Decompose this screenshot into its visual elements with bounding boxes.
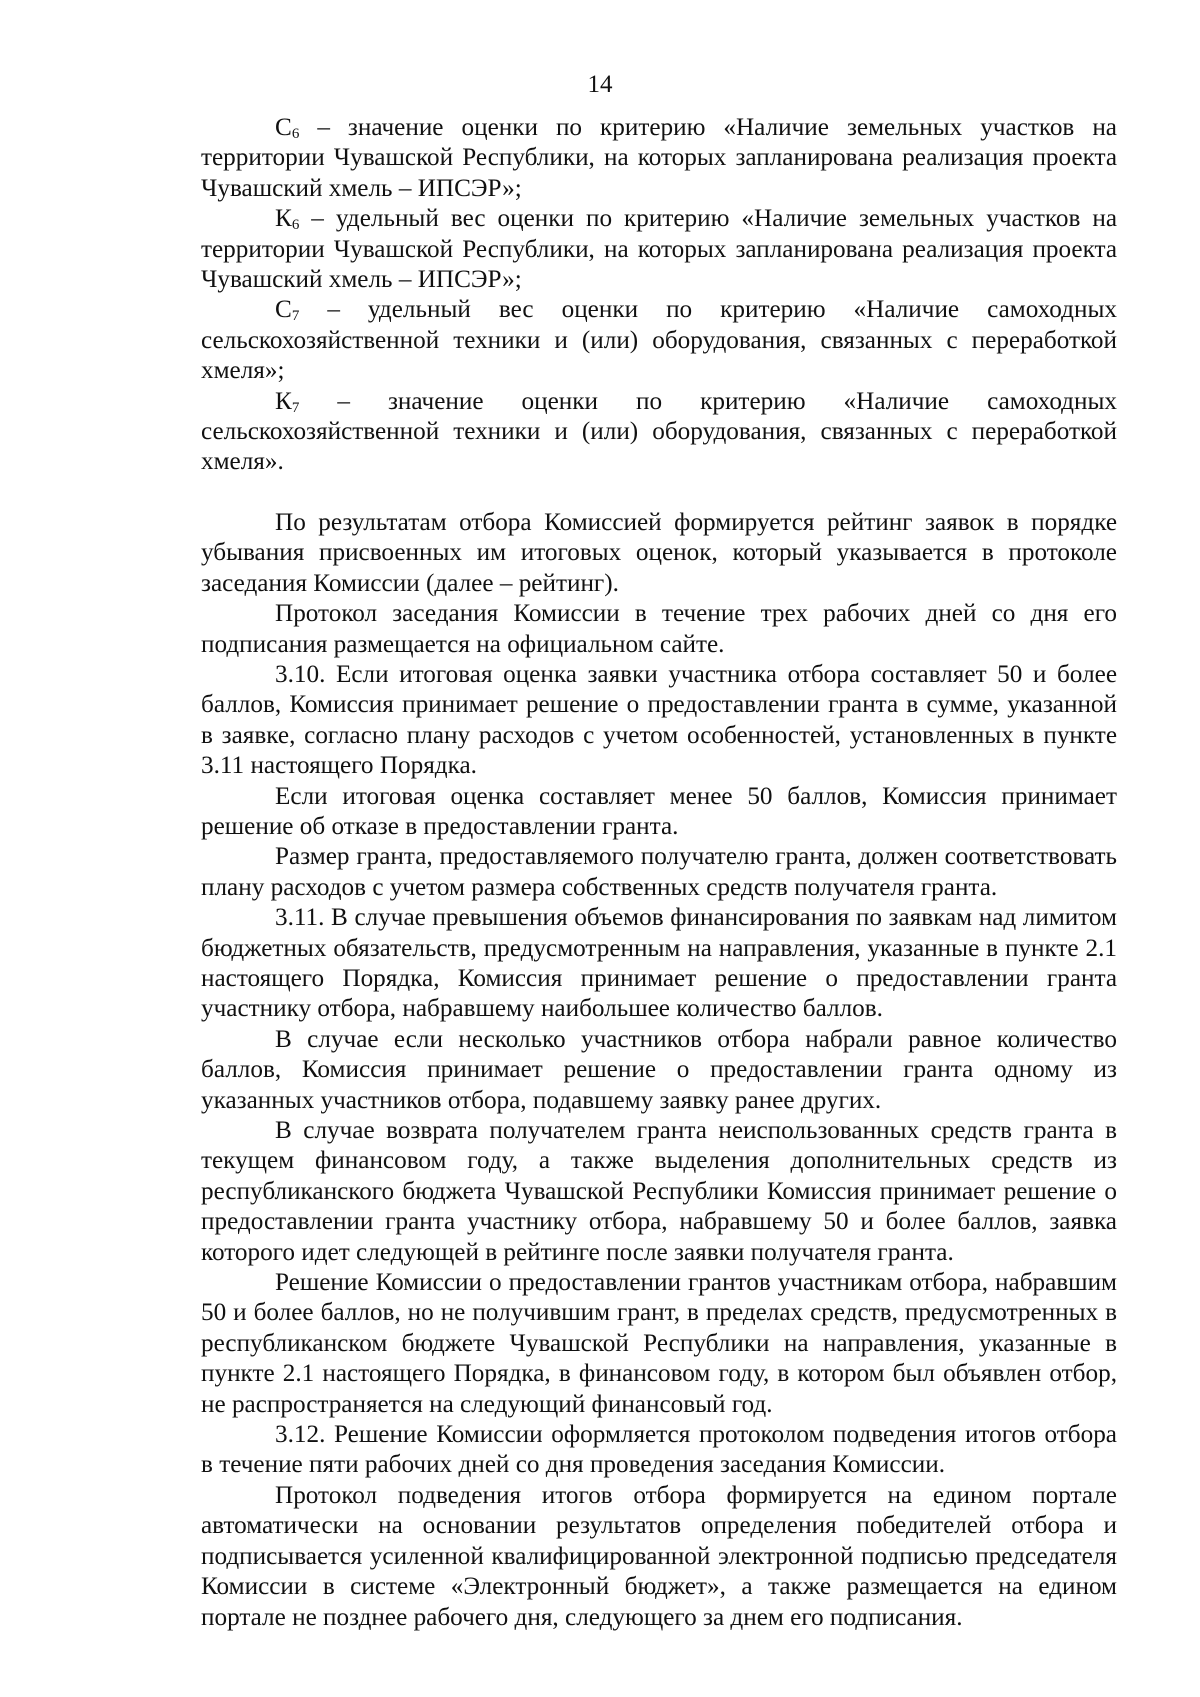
paragraph-rating: По результатам отбора Комиссией формируется рейтинг заявок в порядке убывания присвоенных им итоговых оценок, который указывается в протоколе заседания Комиссии (далее – рейтинг).	[201, 508, 1117, 597]
paragraph-equal-scores: В случае если несколько участников отбора набрали равное количество баллов, Комиссия принимает решение о предоставлении гранта одному из указанных участников отбора, подавшему заявку ранее других.	[201, 1025, 1117, 1114]
paragraph-3-10: 3.10. Если итоговая оценка заявки участника отбора составляет 50 и более баллов, Комиссия принимает решение о предоставлении гранта в сумме, указанной в заявке, согласно плану расходов с учетом особенностей, установленных в пункте 3.11 настоящего Порядка.	[201, 660, 1117, 780]
definition-c6: $С_6$ – значение оценки по критерию «Наличие земельных участков на территории Чувашской Республики, на которых запланирована реализация проекта Чувашский хмель – ИПСЭР»;	[201, 114, 1117, 202]
paragraph-decision-scope: Решение Комиссии о предоставлении грантов участникам отбора, набравшим 50 и более баллов, но не получившим грант, в пределах средств, предусмотренных в республиканском бюджете Чувашской Республики на направления, указанные в пункте 2.1 настоящего Порядка, в финансовом году, в котором был объявлен отбор, не распространяется на следующий финансовый год.	[201, 1269, 1117, 1418]
definition-k6: $К_6$ – удельный вес оценки по критерию «Наличие земельных участков на территории Чувашской Республики, на которых запланирована реализация проекта Чувашский хмель – ИПСЭР»;	[201, 205, 1117, 294]
paragraph-protocol-publication: Протокол заседания Комиссии в течение трех рабочих дней со дня его подписания размещается на официальном сайте.	[201, 600, 1117, 658]
page-number: 14	[587, 71, 613, 98]
paragraph-3-12: 3.12. Решение Комиссии оформляется протоколом подведения итогов отбора в течение пяти рабочих дней со дня проведения заседания Комиссии.	[201, 1421, 1117, 1479]
paragraph-3-11: 3.11. В случае превышения объемов финансирования по заявкам над лимитом бюджетных обязательств, предусмотренным на направления, указанные в пункте 2.1 настоящего Порядка, Комиссия принимает решение о предоставлении гранта участнику отбора, набравшему наибольшее количество баллов.	[201, 904, 1117, 1023]
definition-c7: $С_7$ – удельный вес оценки по критерию «Наличие самоходных сельскохозяйственной техники и (или) оборудования, связанных с переработкой хмеля»;	[201, 296, 1117, 385]
paragraph-grant-size: Размер гранта, предоставляемого получателю гранта, должен соответствовать плану расходов с учетом размера собственных средств получателя гранта.	[201, 843, 1117, 901]
definition-k7: $К_7$ – значение оценки по критерию «Наличие самоходных сельскохозяйственной техники и (или) оборудования, связанных с переработкой хмеля».	[201, 387, 1117, 476]
paragraph-refusal: Если итоговая оценка составляет менее 50 баллов, Комиссия принимает решение об отказе в предоставлении гранта.	[201, 782, 1117, 840]
paragraph-protocol-portal: Протокол подведения итогов отбора формируется на едином портале автоматически на основании результатов определения победителей отбора и подписывается усиленной квалифицированной электронной подписью председателя Комиссии в системе «Электронный бюджет», а также размещается на едином портале не позднее рабочего дня, следующего за днем его подписания.	[201, 1481, 1117, 1631]
paragraph-funds-return: В случае возврата получателем гранта неиспользованных средств гранта в текущем финансовом году, а также выделения дополнительных средств из республиканского бюджета Чувашской Республики Комиссия принимает решение о предоставлении гранта участнику отбора, набравшему 50 и более баллов, заявка которого идет следующей в рейтинге после заявки получателя гранта.	[201, 1117, 1117, 1266]
document-body	[201, 113, 1117, 1633]
